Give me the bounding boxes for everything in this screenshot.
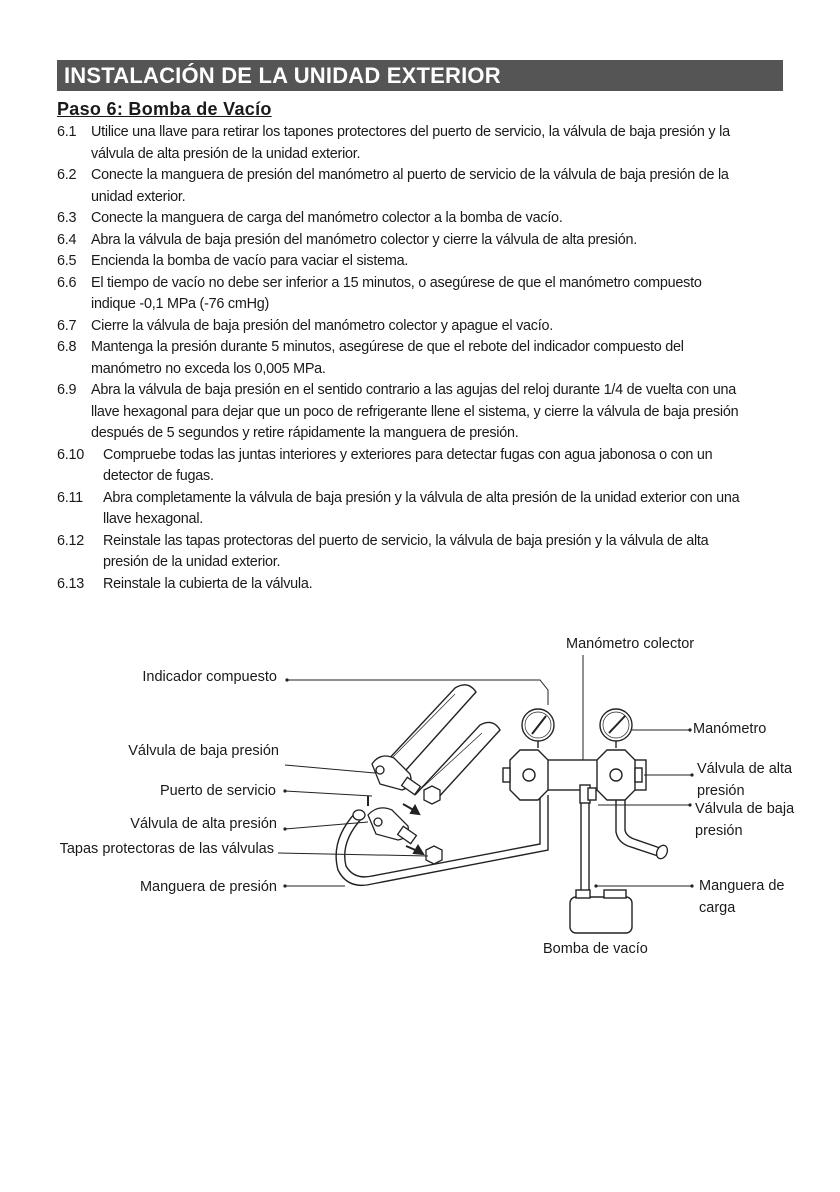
- step-number: 6.9: [57, 382, 77, 398]
- label-compound-gauge: Indicador compuesto: [142, 669, 277, 685]
- outlet-hose: [616, 800, 658, 856]
- charge-hose: [581, 803, 589, 897]
- step-line: Mantenga la presión durante 5 minutos, asegúrese de que el rebote del indicador compuesto del: [91, 339, 684, 355]
- step-line: El tiempo de vacío no debe ser inferior a 15 minutos, o asegúrese de que el manómetro compuesto: [91, 274, 702, 291]
- gauge: [600, 709, 632, 748]
- step-line: válvula de alta presión de la unidad exterior.: [91, 145, 361, 162]
- step-line: indique -0,1 MPa (-76 cmHg): [91, 296, 270, 312]
- step-number: 6.5: [57, 253, 77, 269]
- step-line: llave hexagonal para dejar que un poco de refrigerante llene el sistema, y cierre la válvula de baja presión: [91, 403, 739, 420]
- step-line: Compruebe todas las juntas interiores y exteriores para detectar fugas con agua jabonosa o con un: [103, 446, 713, 463]
- step-number: 6.2: [57, 167, 77, 183]
- step-number: 6.6: [57, 274, 77, 291]
- label-low-valve-left: Válvula de baja presión: [128, 743, 279, 759]
- step-line: unidad exterior.: [91, 188, 186, 205]
- label-pressure-hose: Manguera de presión: [139, 879, 277, 895]
- label-charge-hose-1: Manguera de: [699, 878, 785, 894]
- step-line: detector de fugas.: [103, 468, 214, 484]
- label-vacuum-pump: Bomba de vacío: [543, 941, 648, 957]
- step-number: 6.1: [57, 124, 77, 140]
- label-charge-hose-2: carga: [699, 900, 736, 916]
- label-low-valve-right-2: presión: [695, 823, 743, 839]
- step-line: después de 5 segundos y retire rápidamente la manguera de presión.: [91, 425, 519, 441]
- label-low-valve-right-1: Válvula de baja: [695, 801, 795, 817]
- step-number: 6.7: [57, 317, 77, 334]
- step-line: Utilice una llave para retirar los tapones protectores del puerto de servicio, la válvula de baja presión y la: [91, 124, 730, 140]
- compound-gauge: [522, 709, 554, 748]
- label-high-valve-left: Válvula de alta presión: [130, 816, 277, 832]
- step-number: 6.13: [57, 575, 85, 592]
- label-manifold: Manómetro colector: [566, 636, 695, 652]
- valve-caps: [424, 786, 442, 864]
- label-service-port: Puerto de servicio: [159, 783, 276, 799]
- pressure-hose: [336, 795, 548, 885]
- step-line: Reinstale la cubierta de la válvula.: [103, 575, 313, 592]
- label-gauge: Manómetro: [693, 721, 767, 737]
- step-line: Abra la válvula de baja presión del manómetro colector y cierre la válvula de alta presión.: [91, 231, 637, 248]
- step-line: presión de la unidad exterior.: [103, 554, 281, 570]
- step-number: 6.12: [57, 532, 85, 549]
- step-line: Reinstale las tapas protectoras del puerto de servicio, la válvula de baja presión y la válvula de alta: [103, 532, 709, 549]
- step-line: Abra la válvula de baja presión en el sentido contrario a las agujas del reloj durante 1/4 de vuelta con una: [91, 382, 737, 398]
- label-high-valve-right-1: Válvula de alta: [697, 761, 793, 777]
- label-high-valve-right-2: presión: [697, 783, 745, 799]
- step-number: 6.8: [57, 339, 77, 355]
- step-number: 6.10: [57, 446, 85, 463]
- step-line: Conecte la manguera de presión del manómetro al puerto de servicio de la válvula de baja presión de la: [91, 167, 729, 183]
- step-line: manómetro no exceda los 0,005 MPa.: [91, 360, 326, 377]
- step-number: 6.4: [57, 231, 77, 248]
- step-line: Conecte la manguera de carga del manómetro colector a la bomba de vacío.: [91, 210, 563, 226]
- step-title: Paso 6: Bomba de Vacío: [57, 99, 272, 119]
- manifold-body: [503, 750, 646, 803]
- step-number: 6.11: [57, 489, 83, 506]
- high-pressure-valve: [368, 808, 416, 844]
- step-line: llave hexagonal.: [103, 511, 204, 527]
- step-number: 6.3: [57, 210, 77, 226]
- step-line: Encienda la bomba de vacío para vaciar el sistema.: [91, 253, 409, 269]
- vacuum-pump: [570, 890, 632, 933]
- step-line: Abra completamente la válvula de baja presión y la válvula de alta presión de la unidad exterior con una: [103, 489, 740, 506]
- label-caps: Tapas protectoras de las válvulas: [59, 841, 274, 857]
- step-line: Cierre la válvula de baja presión del manómetro colector y apague el vacío.: [91, 317, 554, 334]
- section-title: INSTALACIÓN DE LA UNIDAD EXTERIOR: [64, 63, 501, 88]
